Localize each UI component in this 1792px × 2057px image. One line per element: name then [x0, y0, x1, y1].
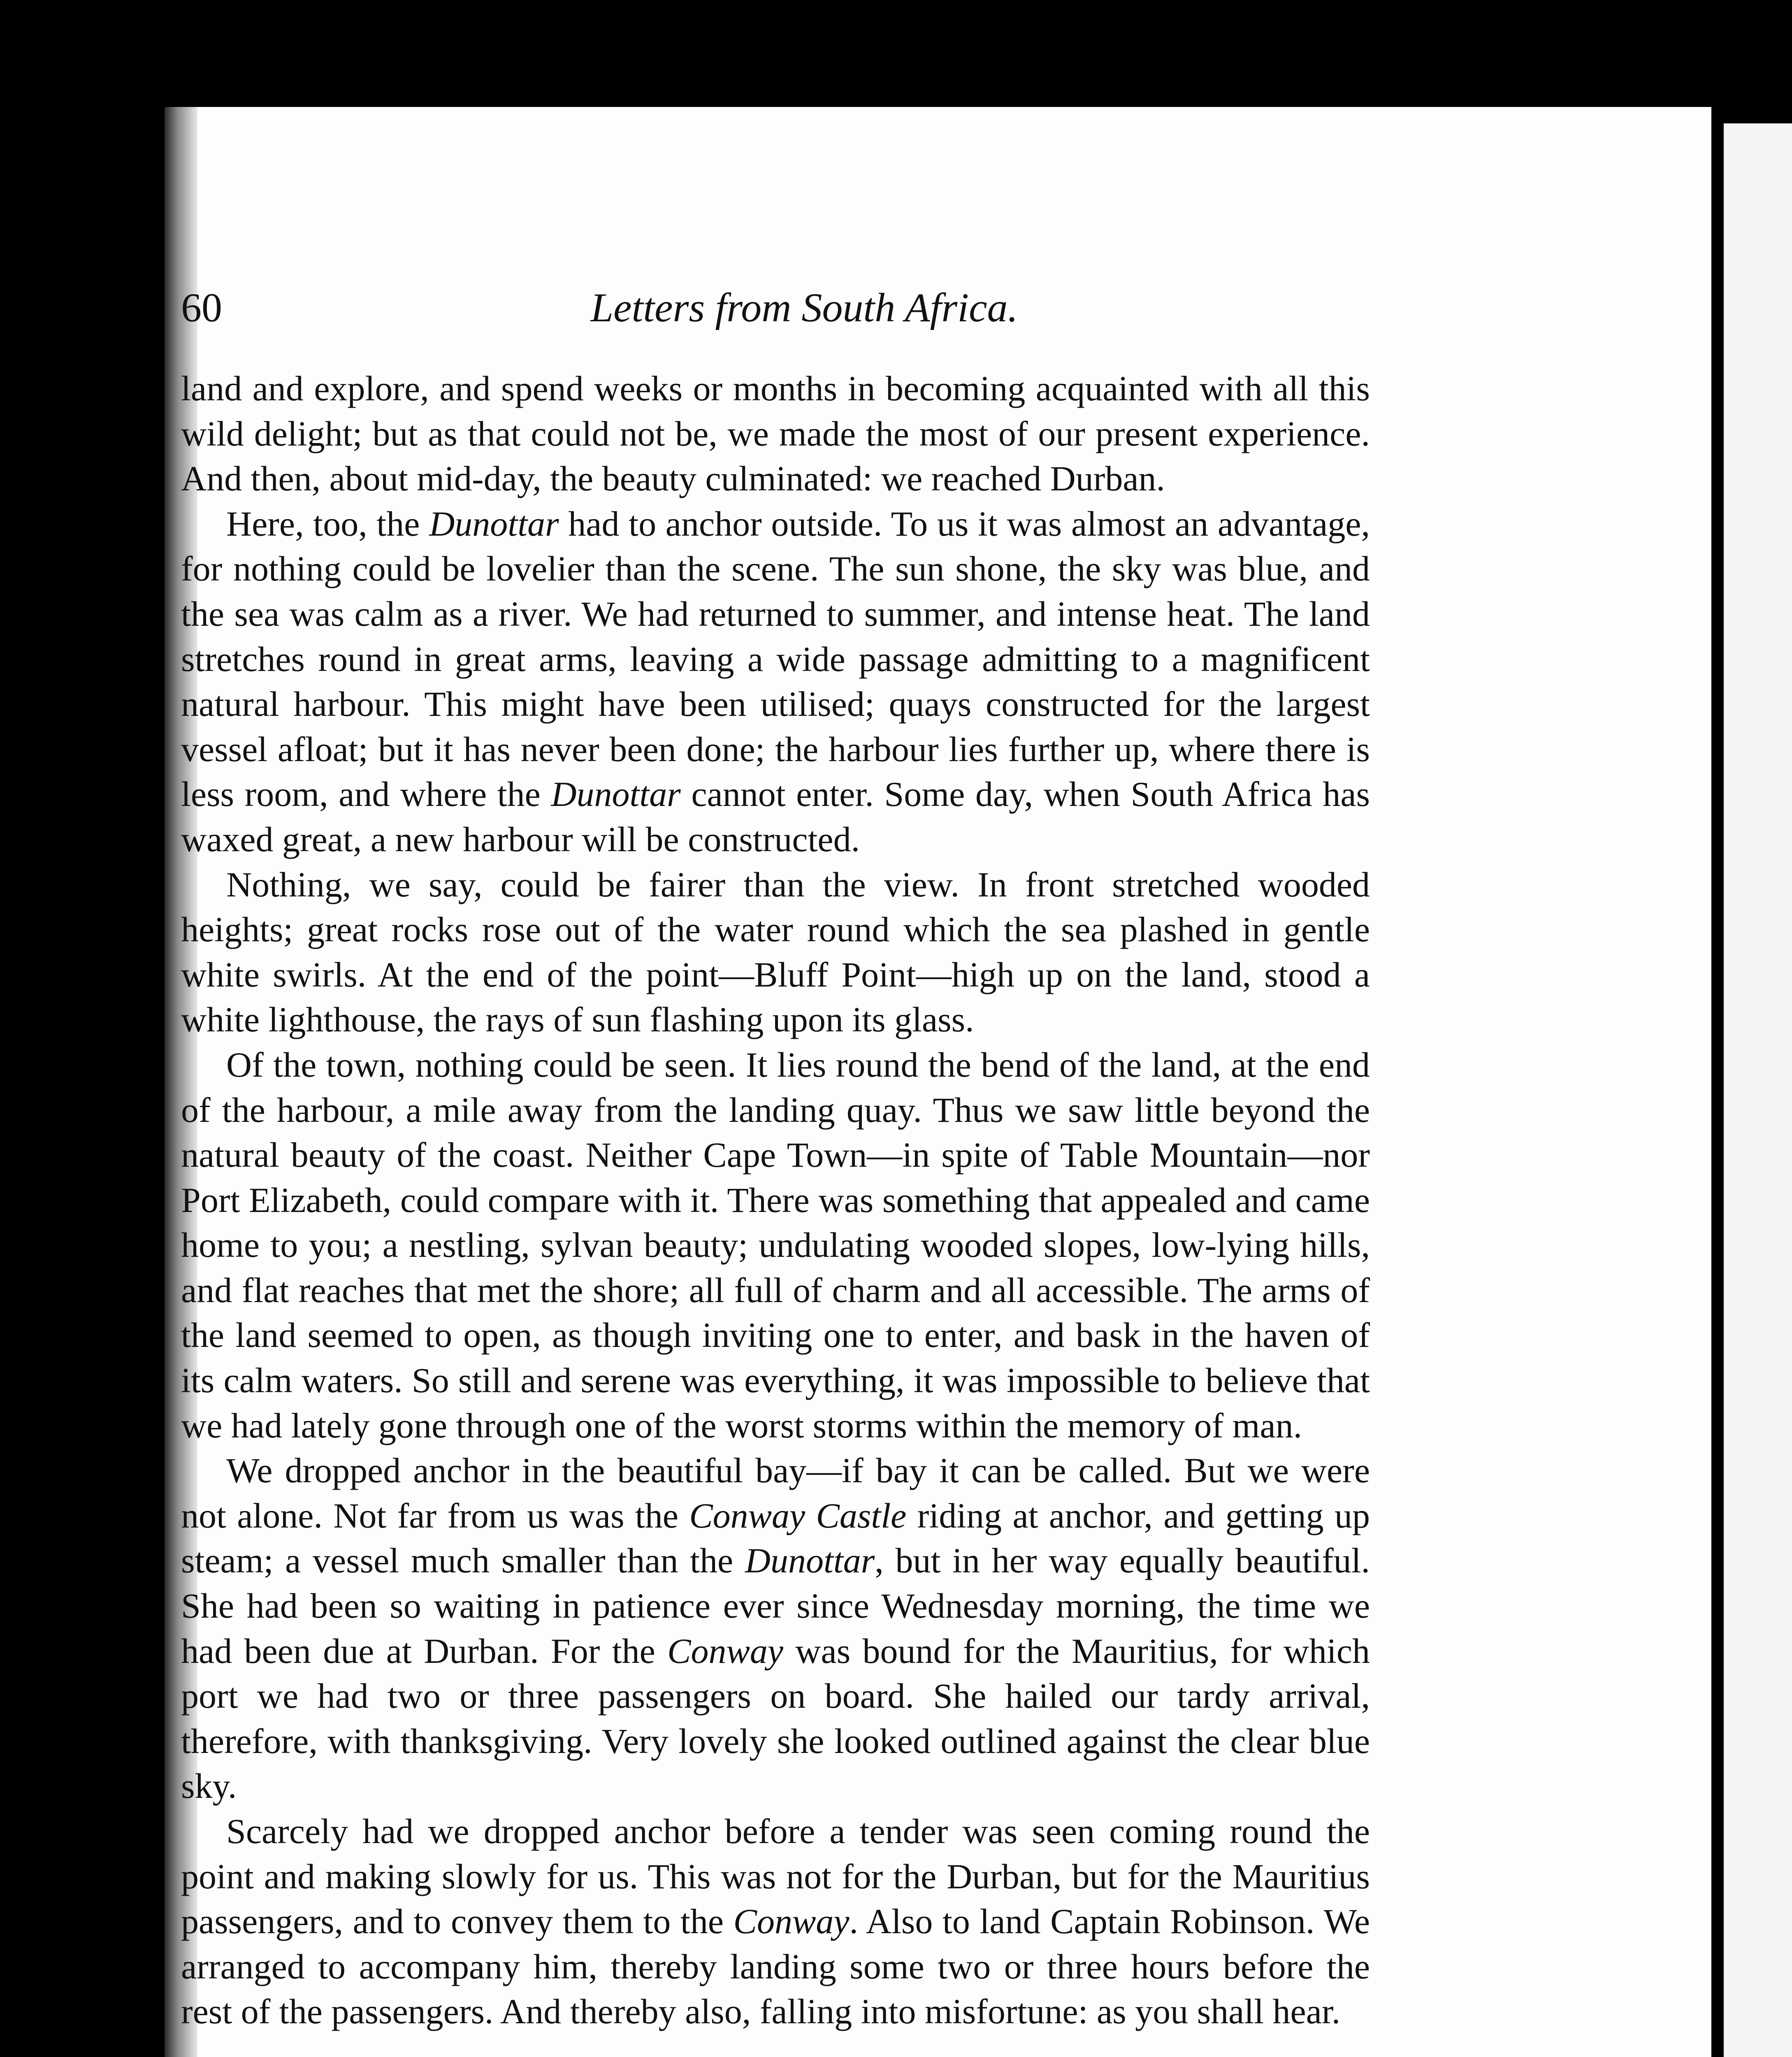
page-number: 60 [181, 285, 222, 330]
body-text [181, 366, 1370, 2034]
facing-page-edge [1724, 123, 1792, 2057]
paragraph: Scarcely had we dropped anchor before a tender was seen coming round the point and making slowly for us. This was not for the Durban, but for the Mauritius passengers, and to convey them to the Conway. Also to land Captain Robinson. We arranged to accompany him, thereby landing some two or three hours before the rest of the passengers. And thereby also, falling into misfortune: as you shall hear. [181, 1811, 1370, 2031]
paragraph: Of the town, nothing could be seen. It lies round the bend of the land, at the end of the harbour, a mile away from the landing quay. Thus we saw little beyond the natural beauty of the coast. Neither Cape Town—in spite of Table Mountain—nor Port Elizabeth, could compare with it. There was something that appealed and came home to you; a nestling, sylvan beauty; undulating wooded slopes, low-lying hills, and flat reaches that met the shore; all full of charm and all accessible. The arms of the land seemed to open, as though inviting one to enter, and bask in the haven of its calm waters. So still and serene was everything, it was impossible to believe that we had lately gone through one of the worst storms within the memory of man. [181, 1045, 1370, 1445]
paragraph: We dropped anchor in the beautiful bay—if bay it can be called. But we were not alone. Not far from us was the Conway Castle riding at anchor, and getting up steam; a vessel much smaller than the Dunottar, but in her way equally beautiful. She had been so waiting in patience ever since Wednesday morning, the time we had been due at Durban. For the Conway was bound for the Mauritius, for which port we had two or three passengers on board. She hailed our tardy arrival, therefore, with thanksgiving. Very lovely she looked outlined against the clear blue sky. [181, 1451, 1370, 1806]
paragraph: Nothing, we say, could be fairer than the view. In front stretched wooded heights; great rocks rose out of the water round which the sea plashed in gentle white swirls. At the end of the point—Bluff Point—high up on the land, stood a white lighthouse, the rays of sun flashing upon its glass. [181, 864, 1370, 1040]
running-head [181, 284, 1370, 350]
paragraph: land and explore, and spend weeks or months in becoming acquainted with all this wild delight; but as that could not be, we made the most of our present experience. And then, about mid-day, the beauty culminated: we reached Durban. [181, 369, 1370, 499]
paragraph: Here, too, the Dunottar had to anchor outside. To us it was almost an advantage, for nothing could be lovelier than the scene. The sun shone, the sky was blue, and the sea was calm as a river. We had returned to summer, and intense heat. The land stretches round in great arms, leaving a wide passage admitting to a magnificent natural harbour. This might have been utilised; quays constructed for the largest vessel afloat; but it has never been done; the harbour lies further up, where there is less room, and where the Dunottar cannot enter. Some day, when South Africa has waxed great, a new harbour will be constructed. [181, 504, 1370, 859]
running-title: Letters from South Africa. [590, 285, 1018, 330]
